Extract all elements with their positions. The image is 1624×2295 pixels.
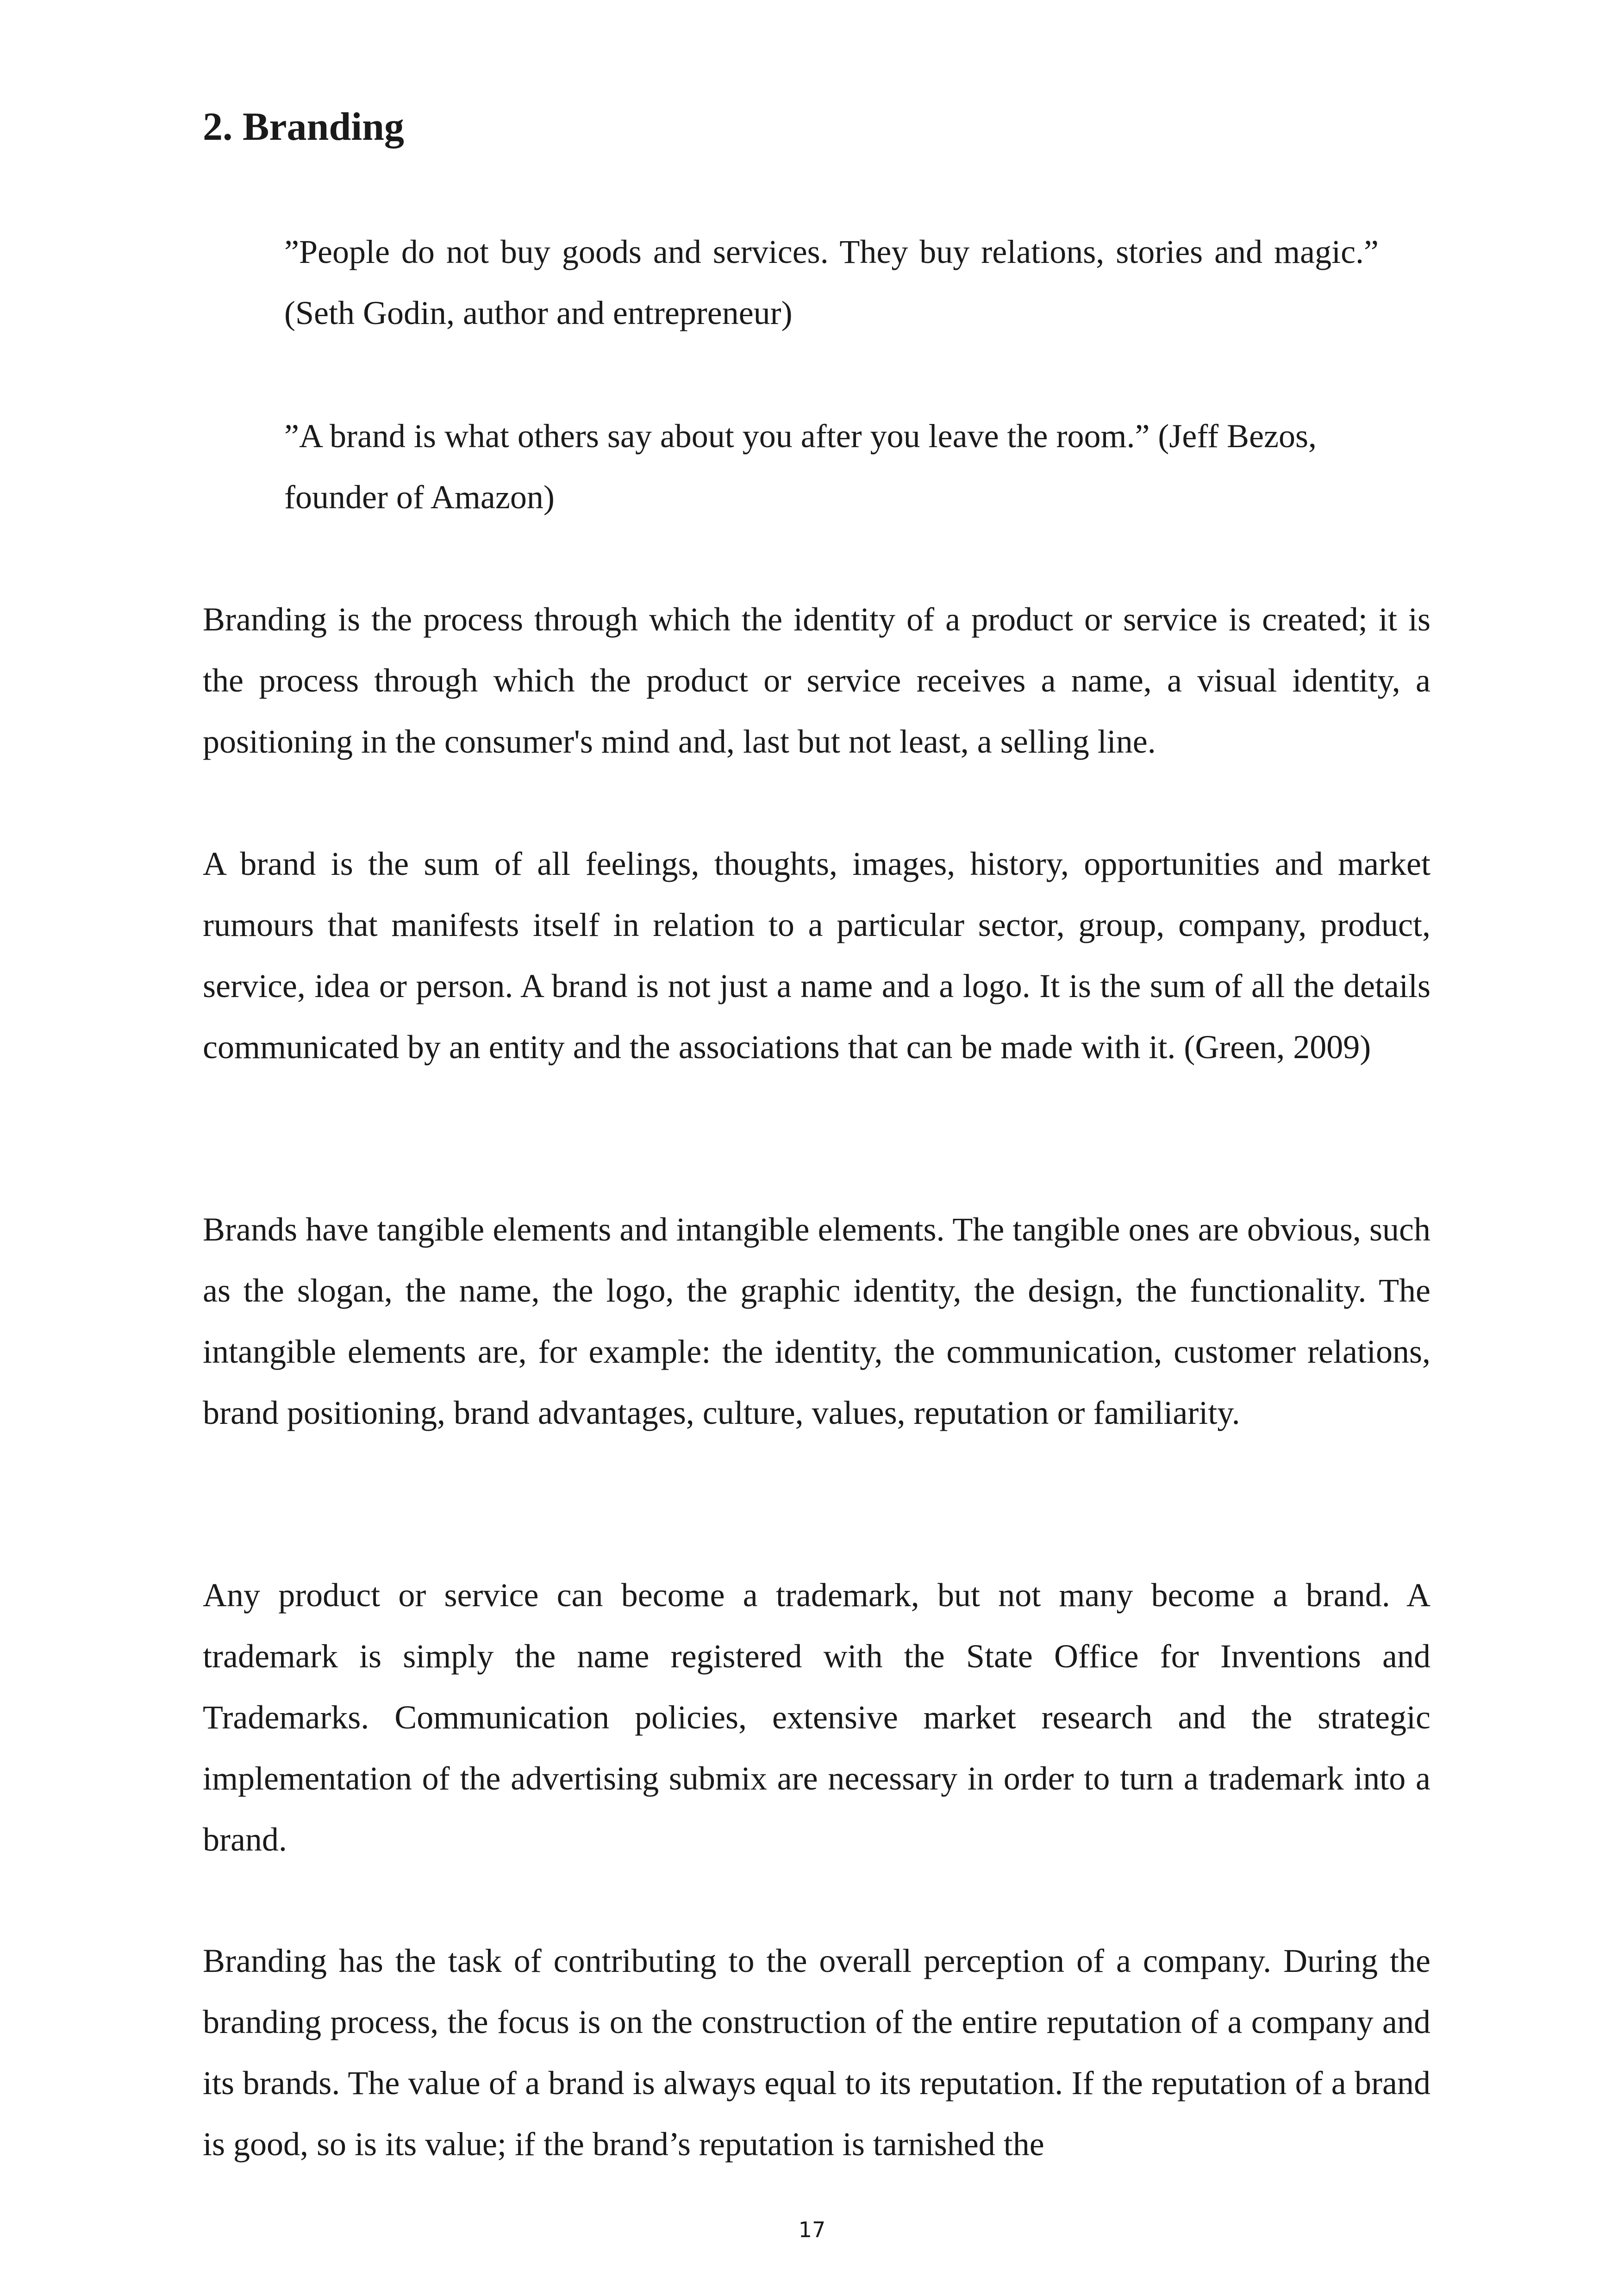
paragraph-brand-elements: Brands have tangible elements and intangible elements. The tangible ones are obvious, such as the slogan, the name, the logo, the graphic identity, the design, the functionality. The intangible elements are, for example: the identity, the communication, customer relations, brand positioning, brand advantages, culture, values, reputation or familiarity. (203, 1211, 1430, 1431)
page-number: 17 (798, 2217, 826, 2242)
paragraph-brand-definition: A brand is the sum of all feelings, thoughts, images, history, opportunities and market rumours that manifests itself in relation to a particular sector, group, company, product, service, idea or person. A brand is not just a name and a logo. It is the sum of all the details communicated by an entity and the associations that can be made with it. (Green, 2009) (203, 845, 1430, 1066)
epigraph-quote-bezos: ”A brand is what others say about you after you leave the room.” (Jeff Bezos, founder of Amazon) (284, 418, 1317, 516)
paragraph-brand-reputation: Branding has the task of contributing to the overall perception of a company. During the branding process, the focus is on the construction of the entire reputation of a company and its brands. The value of a brand is always equal to its reputation. If the reputation of a brand is good, so is its value; if the brand’s reputation is tarnished the (203, 1942, 1430, 2163)
section-heading: 2. Branding (203, 104, 404, 149)
paragraph-trademark-vs-brand: Any product or service can become a trademark, but not many become a brand. A trademark is simply the name registered with the State Office for Inventions and Trademarks. Communication policies, extensive market research and the strategic implementation of the advertising submix are necessary in order to turn a trademark into a brand. (203, 1577, 1430, 1858)
epigraph-quote-godin: ”People do not buy goods and services. They buy relations, stories and magic.” (Seth Godin, author and entrepreneur) (284, 233, 1379, 331)
paragraph-branding-process: Branding is the process through which the identity of a product or service is created; it is the process through which the product or service receives a name, a visual identity, a positioning in the consumer's mind and, last but not least, a selling line. (203, 601, 1430, 760)
